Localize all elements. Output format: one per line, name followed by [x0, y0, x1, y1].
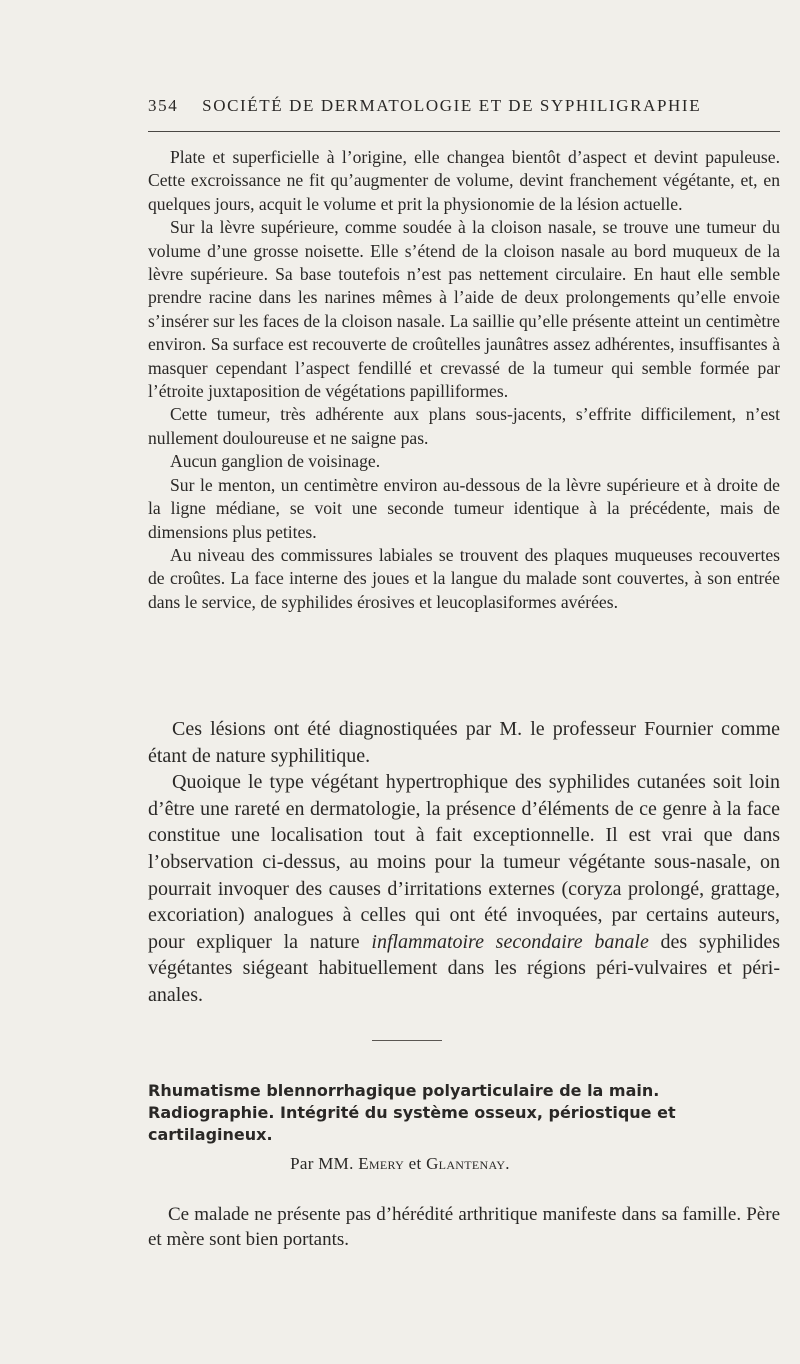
discussion-paragraph: Ces lésions ont été diagnostiquées par M. le professeur Fournier comme étant de nature syphilitique. [148, 718, 780, 767]
page-number: 354 [148, 96, 179, 115]
authors-join: et [408, 1154, 422, 1173]
running-title: SOCIÉTÉ DE DERMATOLOGIE ET DE SYPHILIGRAPHIE [202, 96, 702, 115]
author-name: Glantenay. [426, 1154, 510, 1173]
paragraph: Au niveau des commissures labiales se trouvent des plaques muqueuses recouvertes de croûtes. La face interne des joues et la langue du malade sont couvertes, à son entrée dans le service, de syphilides érosives et leucoplasiformes avérées. [148, 544, 780, 612]
discussion-text: Quoique le type végétant hypertrophique des syphilides cutanées soit loin d’être une rareté en dermatologie, la présence d’éléments de ce genre à la face constitue une localisation tout à fait exceptionnelle. Il est vrai que dans l’observation ci-dessus, au moins pour la tumeur végétante sous-nasale, on pourrait invoquer des causes d’irritations externes (coryza prolongé, grattage, excoriation) analogues à celles qui ont été invoquées, par certains auteurs, pour expliquer la nature [148, 771, 780, 953]
paragraph: Aucun ganglion de voisinage. [170, 451, 381, 472]
article-title: Rhumatisme blennorrhagique polyarticulaire de la main. Radiographie. Intégrité du système osseux, périostique et cartilagineux. [148, 1081, 676, 1144]
paragraph: Sur la lèvre supérieure, comme soudée à la cloison nasale, se trouve une tumeur du volume d’une grosse noisette. Elle s’étend de la cloison nasale au bord muqueux de la lèvre supérieure. Sa base toutefois n’est pas nettement circulaire. En haut elle semble prendre racine dans les narines mêmes à l’aide de deux prolongements qu’elle envoie s’insérer sur les faces de la cloison nasale. La saillie qu’elle présente atteint un centimètre environ. Sa surface est recouverte de croûtelles jaunâtres assez adhérentes, insuffisantes à masquer cependant l’aspect fendillé et crevassé de la tumeur qui semble formée par l’étroite juxtaposition de végétations papilliformes. [148, 217, 780, 402]
section-separator [372, 1040, 442, 1041]
running-header [148, 96, 788, 116]
article-body [148, 1202, 780, 1252]
paragraph: Sur le menton, un centimètre environ au-dessous de la lèvre supérieure et à droite de la ligne médiane, se voit une seconde tumeur identique à la précédente, mais de dimensions plus petites. [148, 474, 780, 542]
italic-phrase: inflammatoire secondaire banale [371, 930, 649, 953]
case-description [148, 146, 780, 614]
article-authors [0, 1154, 800, 1174]
discussion [148, 716, 780, 1009]
paragraph: Plate et superficielle à l’origine, elle changea bientôt d’aspect et devint papuleuse. Cette excroissance ne fit qu’augmenter de volume, devint franchement végétante, et, en quelques jours, acquit le volume et prit la physionomie de la lésion actuelle. [148, 147, 780, 214]
discussion-text: des syphilides végétantes siégeant habituellement dans les régions péri-vulvaires et péri-anales. [148, 930, 780, 1006]
discussion-paragraph [148, 769, 780, 1008]
authors-prefix: Par MM. [290, 1154, 354, 1173]
paragraph: Ce malade ne présente pas d’hérédité arthritique manifeste dans sa famille. Père et mère sont bien portants. [148, 1204, 780, 1250]
paragraph: Cette tumeur, très adhérente aux plans sous-jacents, s’effrite difficilement, n’est nullement douloureuse et ne saigne pas. [148, 404, 780, 448]
author-name: Emery [358, 1154, 405, 1173]
header-rule [148, 131, 780, 132]
